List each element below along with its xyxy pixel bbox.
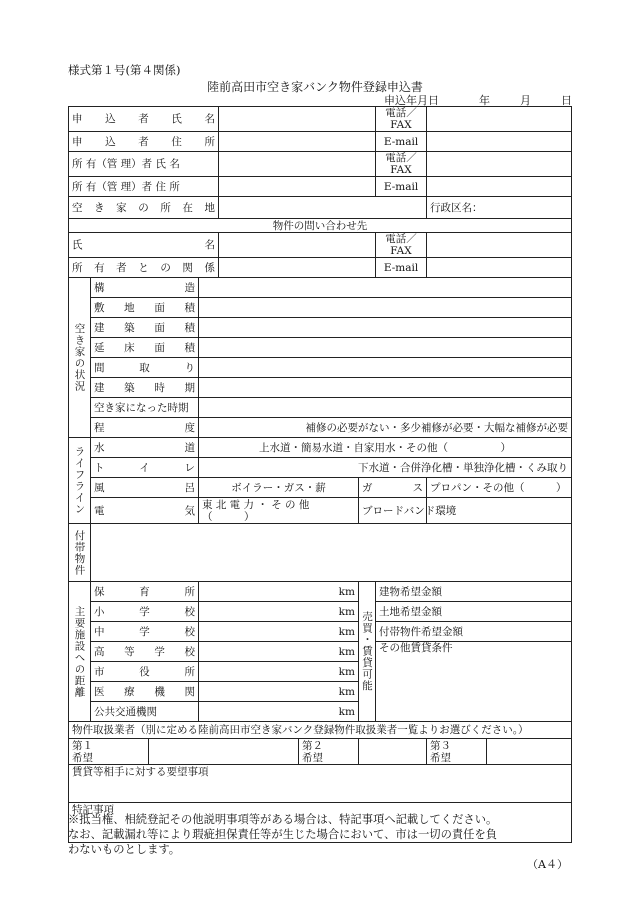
lifeline-side-label: ライフライン xyxy=(69,438,91,524)
degree-label: 程 度 xyxy=(91,418,199,438)
choice-1[interactable]: 第１ 希望 xyxy=(69,739,149,765)
owner-email-field[interactable] xyxy=(427,177,572,197)
applicant-tel-field[interactable] xyxy=(427,107,572,132)
choice-3-field[interactable] xyxy=(487,739,572,765)
other-rent-conditions[interactable] xyxy=(376,642,572,722)
construction-period-label: 建 築 時 期 xyxy=(91,378,199,398)
public-transport-label: 公共交通機関 xyxy=(91,702,199,722)
inquiry-email-field[interactable] xyxy=(427,258,572,278)
owner-name-field[interactable] xyxy=(219,152,376,177)
bath-label: 風 呂 xyxy=(91,478,199,498)
owner-tel-fax-label: 電話／ FAX xyxy=(376,152,427,177)
inquiry-tel-fax-label: 電話／ FAX xyxy=(376,233,427,258)
structure-field[interactable] xyxy=(199,278,572,298)
city-hall-distance[interactable]: km xyxy=(199,662,359,682)
date-label: 申込年月日 xyxy=(384,94,439,107)
attached-side-label: 付帯物件 xyxy=(69,524,91,582)
inquiry-name-field[interactable] xyxy=(219,233,376,258)
note-line: ※抵当権、相続登記その他説明事項等がある場合は、特記事項へ記載してください。 xyxy=(68,813,498,826)
high-school-label: 高 等 学 校 xyxy=(91,642,199,662)
status-side-label: 空き家の状況 xyxy=(69,278,91,438)
elementary-school-distance[interactable]: km xyxy=(199,602,359,622)
form-id: 様式第１号(第４関係) xyxy=(68,63,181,77)
site-area-label: 敷 地 面 積 xyxy=(91,298,199,318)
toilet-options[interactable]: 下水道・合併浄化槽・単独浄化槽・くみ取り xyxy=(199,458,572,478)
owner-email-label: E-mail xyxy=(376,177,427,197)
owner-tel-field[interactable] xyxy=(427,152,572,177)
district-field[interactable] xyxy=(427,197,572,219)
bath-options[interactable]: ボイラー・ガス・薪 xyxy=(199,478,359,498)
high-school-distance[interactable]: km xyxy=(199,642,359,662)
land-price-label: 土地希望金額 xyxy=(376,602,572,622)
choice-3[interactable]: 第３ 希望 xyxy=(427,739,487,765)
vacancy-period-field[interactable] xyxy=(199,398,572,418)
nursery-distance[interactable]: km xyxy=(199,582,359,602)
elementary-school-label: 小 学 校 xyxy=(91,602,199,622)
medical-label: 医 療 機 関 xyxy=(91,682,199,702)
water-label: 水 道 xyxy=(91,438,199,458)
note-line: わないものとします。 xyxy=(68,843,181,856)
vacancy-period-label: 空き家になった時期 xyxy=(91,398,199,418)
electric-label: 電 気 xyxy=(91,498,199,524)
junior-high-label: 中 学 校 xyxy=(91,622,199,642)
nursery-label: 保 育 所 xyxy=(91,582,199,602)
paper-size-label: （A４） xyxy=(527,858,568,871)
distance-side-label: 主要施設への距離 xyxy=(69,582,91,722)
inquiry-name-label: 氏 名 xyxy=(69,233,219,258)
inquiry-tel-field[interactable] xyxy=(427,233,572,258)
sale-rent-side-label: 売買・賃貸可能 xyxy=(359,582,376,722)
floor-area-field[interactable] xyxy=(199,338,572,358)
owner-address-field[interactable] xyxy=(219,177,376,197)
applicant-address-label: 申 込 者 住 所 xyxy=(69,132,219,152)
form-title: 陸前高田市空き家バンク物件登録申込書 xyxy=(207,80,423,94)
relation-field[interactable] xyxy=(219,258,376,278)
attached-field[interactable] xyxy=(91,524,572,582)
notes xyxy=(68,812,578,857)
junior-high-distance[interactable]: km xyxy=(199,622,359,642)
broadband-label: ブロードバンド環境 xyxy=(359,498,427,524)
choice-2-field[interactable] xyxy=(359,739,427,765)
degree-options[interactable]: 補修の必要がない・多少補修が必要・大幅な補修が必要 xyxy=(199,418,572,438)
tel-fax-label: 電話／ FAX xyxy=(376,107,427,132)
applicant-name-text: 申 込 者 氏 名 xyxy=(72,113,215,125)
day-label: 日 xyxy=(561,94,572,107)
year-label: 年 xyxy=(479,94,490,107)
location-field[interactable] xyxy=(219,197,427,219)
site-area-field[interactable] xyxy=(199,298,572,318)
city-hall-label: 市 役 所 xyxy=(91,662,199,682)
email-label: E-mail xyxy=(376,132,427,152)
requests-field[interactable] xyxy=(69,765,572,803)
building-area-field[interactable] xyxy=(199,318,572,338)
requests-label: 賃貸等相手に対する要望事項 xyxy=(72,766,209,778)
remarks-label: 特記事項 xyxy=(72,804,114,816)
electric-options[interactable]: 東 北 電 力 ・ そ の 他 （ ） xyxy=(199,498,359,524)
gas-options[interactable]: プロパン・その他（ ） xyxy=(427,478,572,498)
construction-period-field[interactable] xyxy=(199,378,572,398)
month-label: 月 xyxy=(520,94,531,107)
floor-area-label: 延 床 面 積 xyxy=(91,338,199,358)
location-label: 空 き 家 の 所 在 地 xyxy=(69,197,219,219)
owner-address-label: 所 有（管 理）者 住 所 xyxy=(69,177,219,197)
agent-label: 物件取扱業者（別に定める陸前高田市空き家バンク登録物件取扱業者一覧よりお選びください。） xyxy=(69,722,572,739)
owner-name-label: 所 有（管 理）者 氏 名 xyxy=(69,152,219,177)
toilet-label: ト イ レ xyxy=(91,458,199,478)
attached-price-label: 付帯物件希望金額 xyxy=(376,622,572,642)
choice-2[interactable]: 第２ 希望 xyxy=(299,739,359,765)
public-transport-distance[interactable]: km xyxy=(199,702,359,722)
building-area-label: 建 築 面 積 xyxy=(91,318,199,338)
other-rent-conditions-label: その他賃貸条件 xyxy=(379,642,453,654)
note-line: なお、記載漏れ等により瑕疵担保責任等が生じた場合において、市は一切の責任を負 xyxy=(68,828,498,841)
layout-label: 間 取 り xyxy=(91,358,199,378)
choice-1-field[interactable] xyxy=(149,739,299,765)
relation-label: 所 有 者 と の 関 係 xyxy=(69,258,219,278)
gas-label: ガ ス xyxy=(359,478,427,498)
layout-field[interactable] xyxy=(199,358,572,378)
inquiry-section-header: 物件の問い合わせ先 xyxy=(69,219,572,233)
water-options[interactable]: 上水道・簡易水道・自家用水・その他（ ） xyxy=(199,438,572,458)
applicant-email-field[interactable] xyxy=(427,132,572,152)
applicant-name-field[interactable] xyxy=(219,107,376,132)
medical-distance[interactable]: km xyxy=(199,682,359,702)
district-label: 行政区名： xyxy=(430,201,483,214)
inquiry-email-label: E-mail xyxy=(376,258,427,278)
building-price-label: 建物希望金額 xyxy=(376,582,572,602)
applicant-address-field[interactable] xyxy=(219,132,376,152)
applicant-name-label xyxy=(69,107,219,132)
structure-label: 構 造 xyxy=(91,278,199,298)
registration-form-table xyxy=(68,106,572,843)
